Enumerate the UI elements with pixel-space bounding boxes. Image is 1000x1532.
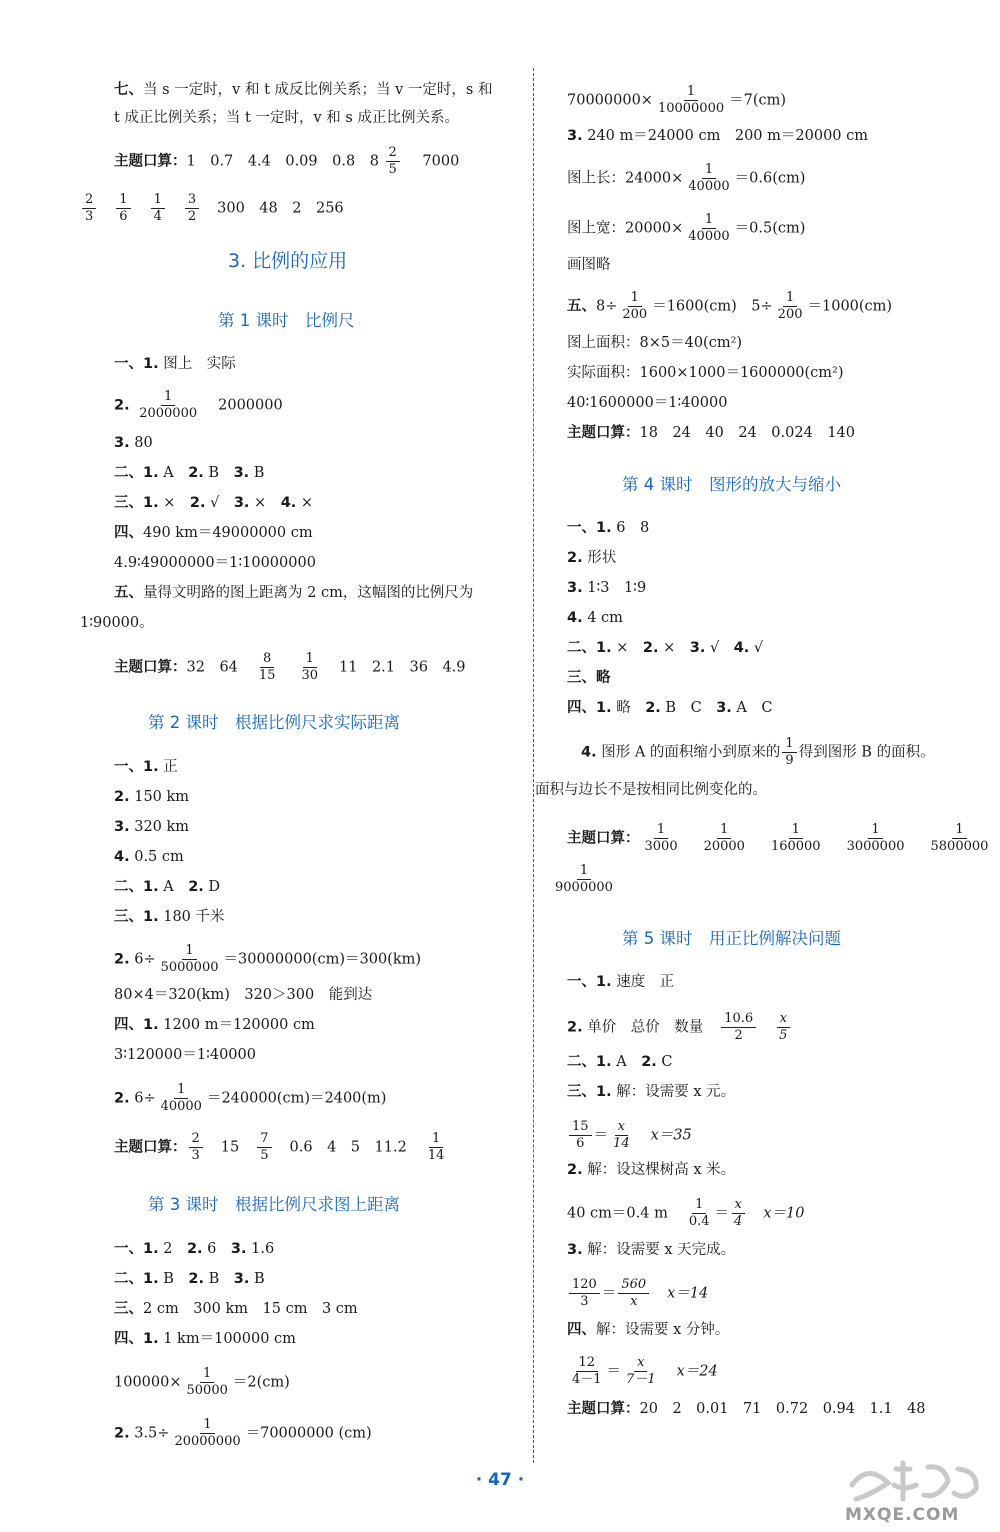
answer-line: 三、1. 解：设需要 x 元。 <box>567 1084 736 1100</box>
answer-line: 40∶1600000＝1∶40000 <box>567 395 728 411</box>
answer-line: 2. 6÷ $\frac{1}{40000}$ ＝240000(cm)＝2400(m) <box>114 1082 387 1114</box>
lesson-title: 第 1 课时 比例尺 <box>218 311 355 330</box>
answer-line: 面积与边长不是按相同比例变化的。 <box>535 782 767 798</box>
answer-line: 4. 图形 A 的面积缩小到原来的 $\frac{1}{9}$ 得到图形 B 的面积。 <box>581 736 935 768</box>
answer-line: 2. 3.5÷ $\frac{1}{20000000}$ ＝70000000 (cm) <box>114 1417 372 1449</box>
answer-line: 三、略 <box>567 670 611 686</box>
answer-line: 三、1. × 2. √ 3. × 4. × <box>114 495 314 511</box>
answer-line: 3∶120000＝1∶40000 <box>114 1047 256 1063</box>
answer-line: 3. 1∶3 1∶9 <box>567 580 647 596</box>
mental-math-line: $\frac{2}{3}$ $\frac{1}{6}$ $\frac{1}{4}$ $\frac{3}{2}$ 300 48 2 256 <box>80 193 344 224</box>
mental-math-line: 主题口算：1 0.7 4.4 0.09 0.8 8 $\frac{2}{5}$ 7000 <box>114 145 460 177</box>
answer-line: 2. 解：设这棵树高 x 米。 <box>567 1162 736 1178</box>
answer-line: 100000× $\frac{1}{50000}$ ＝2(cm) <box>114 1366 290 1398</box>
mental-math-line: 主题口算：18 24 40 24 0.024 140 <box>567 425 855 441</box>
answer-line: 三、1. 180 千米 <box>114 909 225 925</box>
answer-line: 3. 240 m＝24000 cm 200 m＝20000 cm <box>567 128 868 144</box>
answer-line: 1∶90000。 <box>80 615 154 631</box>
mental-math-line: 主题口算：20 2 0.01 71 0.72 0.94 1.1 48 <box>567 1401 926 1417</box>
lesson-title: 第 4 课时 图形的放大与缩小 <box>622 475 841 494</box>
answer-line: 2. $\frac{1}{2000000}$ 2000000 <box>114 389 283 421</box>
answer-line: 3. 80 <box>114 435 153 451</box>
answer-line: 五、量得文明路的图上距离为 2 cm，这幅图的比例尺为 <box>114 585 474 601</box>
page-number: · 47 · <box>475 1470 525 1490</box>
section-title: 3. 比例的应用 <box>228 250 348 272</box>
answer-line: 四、1. 略 2. B C 3. A C <box>567 700 773 716</box>
answer-line: 一、1. 速度 正 <box>567 974 675 990</box>
equation-line: $\frac{120}{3}$ ＝ $\frac{560}{x}$ x＝14 <box>567 1278 708 1309</box>
answer-line: 一、1. 图上 实际 <box>114 356 236 372</box>
answer-line: 4. 4 cm <box>567 610 623 626</box>
lesson-title: 第 2 课时 根据比例尺求实际距离 <box>148 713 400 732</box>
answer-line: 二、1. A 2. D <box>114 879 221 895</box>
answer-line: 图上长：24000× $\frac{1}{40000}$ ＝0.6(cm) <box>567 162 806 194</box>
answer-line: 四、1. 1 km＝100000 cm <box>114 1331 296 1347</box>
mental-math-line: 主题口算： $\frac{2}{3}$ 15 $\frac{7}{5}$ 0.6 4 5 11.2 $\frac{1}{14}$ <box>114 1131 445 1163</box>
answer-line: 70000000× $\frac{1}{10000000}$ ＝7(cm) <box>567 84 787 116</box>
mental-math-line: $\frac{1}{9000000}$ <box>555 863 613 895</box>
answer-line: 4.9∶49000000＝1∶10000000 <box>114 555 316 571</box>
answer-line: 一、1. 6 8 <box>567 520 650 536</box>
answer-line: 图上宽：20000× $\frac{1}{40000}$ ＝0.5(cm) <box>567 212 806 244</box>
answer-line: 3. 320 km <box>114 819 190 835</box>
answer-line: 四、490 km＝49000000 cm <box>114 525 313 541</box>
answer-line: 一、1. 正 <box>114 759 178 775</box>
answer-line: 2. 150 km <box>114 789 190 805</box>
answer-line: 四、解：设需要 x 分钟。 <box>567 1322 730 1338</box>
answer-line: 2. 形状 <box>567 550 617 566</box>
answer-line: 2. 单价 总价 数量 $\frac{10.6}{2}$ $\frac{x}{5}$ <box>567 1012 792 1043</box>
answer-line: 3. 解：设需要 x 天完成。 <box>567 1242 736 1258</box>
answer-line: 图上面积：8×5＝40(cm²) <box>567 335 743 351</box>
equation-line: $\frac{12}{4-1}$ ＝ $\frac{x}{7-1}$ x＝24 <box>572 1355 718 1387</box>
answer-line: 4. 0.5 cm <box>114 849 184 865</box>
answer-line: 二、1. A 2. B 3. B <box>114 465 265 481</box>
lesson-title: 第 3 课时 根据比例尺求图上距离 <box>148 1195 400 1214</box>
watermark-text: MXQE.COM <box>845 1505 960 1525</box>
answer-line: 实际面积：1600×1000＝1600000(cm²) <box>567 365 844 381</box>
equation-line: 40 cm＝0.4 m $\frac{1}{0.4}$ ＝ $\frac{x}{4}$ x＝10 <box>567 1197 805 1229</box>
answer-line: 二、1. × 2. × 3. √ 4. √ <box>567 640 764 656</box>
answer-line: 画图略 <box>567 257 611 273</box>
lesson-title: 第 5 课时 用正比例解决问题 <box>622 929 841 948</box>
mental-math-line: 主题口算： $\frac{1}{3000}$ $\frac{1}{20000}$ $\frac{1}{160000}$ $\frac{1}{3000000}$ $\frac{1}{5800000}$ <box>567 822 989 854</box>
answer-line: 二、1. A 2. C <box>567 1054 673 1070</box>
answer-line: 2. 6÷ $\frac{1}{5000000}$ ＝30000000(cm)＝300(km) <box>114 943 422 975</box>
answer-line: 三、2 cm 300 km 15 cm 3 cm <box>114 1301 358 1317</box>
equation-line: $\frac{15}{6}$ ＝ $\frac{x}{14}$ x＝35 <box>567 1120 692 1151</box>
answer-line: 五、8÷ $\frac{1}{200}$ ＝1600(cm) 5÷ $\frac{1}{200}$ ＝1000(cm) <box>567 290 893 322</box>
mental-math-line: 主题口算：32 64 $\frac{8}{15}$ $\frac{1}{30}$ 11 2.1 36 4.9 <box>114 651 466 683</box>
answer-line: 80×4＝320(km) 320＞300 能到达 <box>114 987 373 1003</box>
answer-line: 二、1. B 2. B 3. B <box>114 1271 265 1287</box>
answer-line: 四、1. 1200 m＝120000 cm <box>114 1017 315 1033</box>
answer-line: 一、1. 2 2. 6 3. 1.6 <box>114 1241 275 1257</box>
answer-line: 七、当 s 一定时，v 和 t 成反比例关系；当 v 一定时，s 和 <box>114 82 493 98</box>
column-divider <box>533 68 534 1463</box>
answer-line: t 成正比例关系；当 t 一定时，v 和 s 成正比例关系。 <box>114 110 459 126</box>
